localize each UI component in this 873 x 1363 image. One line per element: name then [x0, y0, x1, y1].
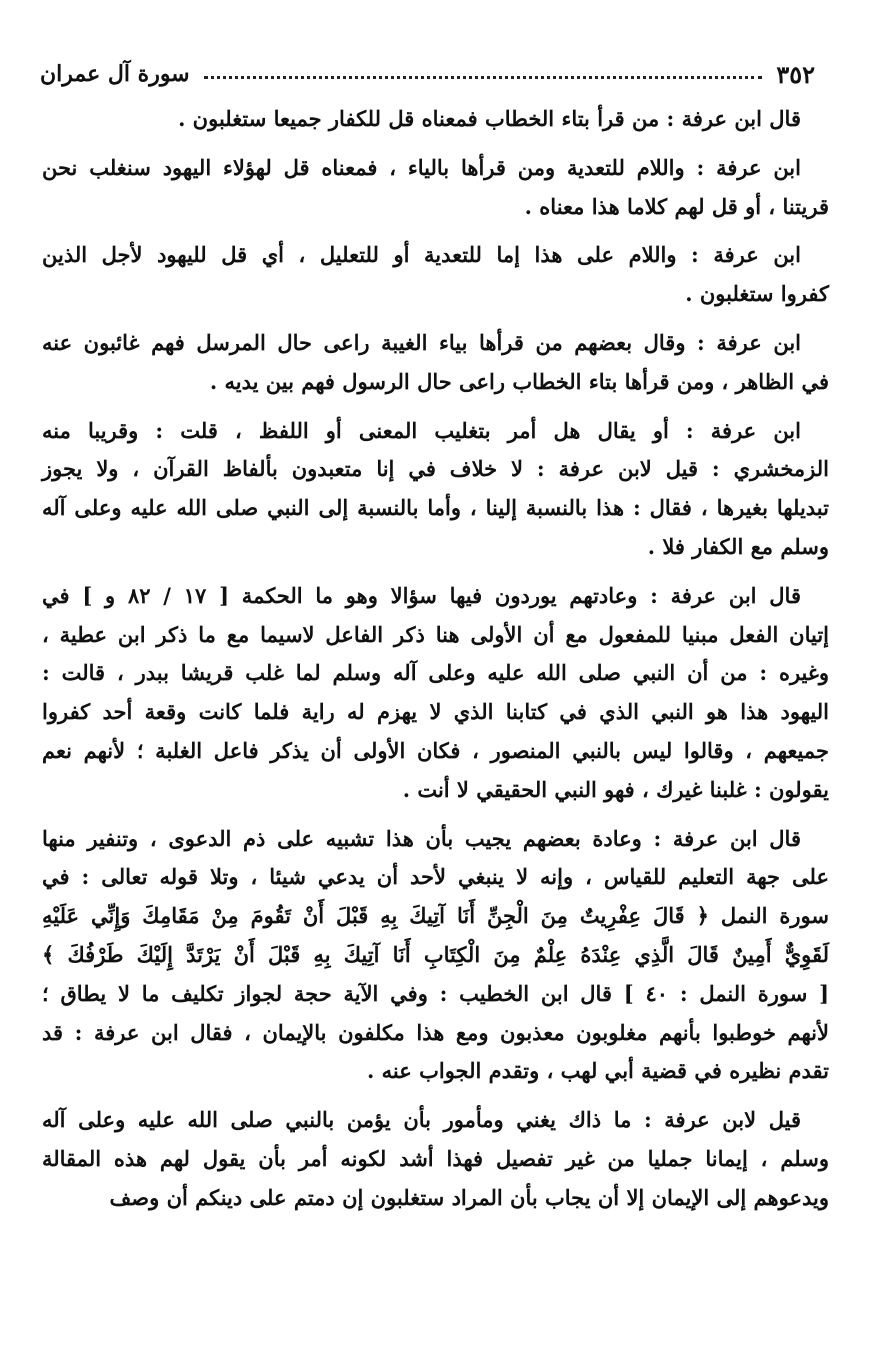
text-line: ابن عرفة : واللام للتعدية ومن قرأها بالياء ، فمعناه قل لهؤلاء اليهود سنغلب نحن: [42, 154, 801, 180]
text-line: جميعهم ، وقالوا ليس بالنبي المنصور ، فكان الأولى أن يذكر فاعل الغلبة ؛ لأنهم نعم: [42, 737, 829, 763]
text-line: لَقَوِيٌّ أَمِينٌ قَالَ الَّذِي عِنْدَهُ عِلْمٌ مِنَ الْكِتَابِ أَنَا آتِيكَ بِهِ قَبْلَ أَنْ يَرْتَدَّ إِلَيْكَ طَرْفُكَ ﴾: [42, 941, 829, 967]
running-title: سورة آل عمران: [40, 61, 190, 87]
page-body: [42, 100, 829, 1228]
paragraph: [42, 324, 829, 402]
text-line: يقولون : غلبنا غيرك ، فهو النبي الحقيقي لا أنت .: [402, 776, 829, 802]
text-line: اليهود هذا هو النبي الذي في كتابنا الذي لا يهزم له راية فلما كانت وقعة أحد كفروا: [42, 699, 829, 725]
text-line: كفروا ستغلبون .: [685, 281, 829, 307]
paragraph: [42, 1101, 829, 1217]
text-line: الزمخشري : قيل لابن عرفة : لا خلاف في إنا متعبدون بألفاظ القرآن ، ولا يجوز: [42, 456, 829, 482]
text-line: على جهة التعليم للقياس ، وإنه لا ينبغي لأحد أن يدعي شيئا ، وتلا قوله تعالى : في: [42, 864, 829, 890]
text-line: [ سورة النمل : ٤٠ ] قال ابن الخطيب : وفي الآية حجة لجواز تكليف ما لا يطاق ؛: [42, 980, 830, 1006]
text-line: لأنهم خوطبوا بأنهم مغلوبون معذبون ومع هذا مكلفون بالإيمان ، فقال ابن عرفة : قد: [42, 1019, 829, 1045]
paragraph: [42, 100, 829, 139]
text-line: قريتنا ، أو قل لهم كلاما هذا معناه .: [524, 193, 829, 219]
text-line: قال ابن عرفة : وعادة بعضهم يجيب بأن هذا تشبيه على ذم الدعوى ، وتنفير منها: [42, 825, 801, 851]
text-line: ابن عرفة : واللام على هذا إما للتعدية أو للتعليل ، أي قل لليهود لأجل الذين: [42, 242, 801, 268]
paragraph: [42, 820, 829, 1092]
text-line: إتيان الفعل مبنيا للمفعول مع أن الأولى هنا ذكر الفاعل لاسيما مع ما ذكر ابن عطية ،: [42, 621, 829, 647]
text-line: تقدم نظيره في قضية أبي لهب ، وتقدم الجواب عنه .: [367, 1058, 829, 1084]
text-line: ابن عرفة : وقال بعضهم من قرأها بياء الغيبة راعى حال المرسل فهم غائبون عنه: [42, 329, 801, 355]
text-line: تبديلها بغيرها ، فقال : هذا بالنسبة إلينا ، وأما بالنسبة إلى النبي صلى الله عليه وعلى آله: [42, 495, 829, 521]
text-line: قال ابن عرفة : من قرأ بتاء الخطاب فمعناه قل للكفار جميعا ستغلبون .: [178, 106, 801, 131]
text-line: ويدعوهم إلى الإيمان إلا أن يجاب بأن المراد ستغلبون إن دمتم على دينكم أن وصف: [109, 1184, 829, 1210]
text-line: قيل لابن عرفة : ما ذاك يغني ومأمور بأن يؤمن بالنبي صلى الله عليه وعلى آله: [42, 1107, 801, 1133]
paragraph: [42, 149, 829, 227]
paragraph: [42, 412, 829, 567]
text-line: سورة النمل ﴿ قَالَ عِفْرِيتٌ مِنَ الْجِنِّ أَنَا آتِيكَ بِهِ قَبْلَ أَنْ تَقُومَ مِنْ مَقَامِكَ وَإِنِّي عَلَيْهِ: [42, 903, 829, 929]
text-line: ابن عرفة : أو يقال هل أمر بتغليب المعنى أو اللفظ ، قلت : وقريبا منه: [42, 417, 801, 443]
text-line: وغيره : من أن النبي صلى الله عليه وعلى آله وسلم لما غلب قريشا ببدر ، قالت :: [42, 660, 829, 686]
header-dotted-rule: [204, 76, 763, 79]
page-header: [40, 54, 815, 94]
text-line: قال ابن عرفة : وعادتهم يوردون فيها سؤالا وهو ما الحكمة [ ١٧ / ٨٢ و ] في: [42, 582, 801, 608]
text-line: وسلم ، إيمانا جمليا من غير تفصيل فهذا أشد لكونه أمر بأن يقول لهم هذه المقالة: [42, 1145, 829, 1171]
text-line: وسلم مع الكفار فلا .: [647, 533, 829, 559]
paragraph: [42, 236, 829, 314]
paragraph: [42, 577, 829, 810]
text-line: في الظاهر ، ومن قرأها بتاء الخطاب راعى حال الرسول فهم بين يديه .: [209, 368, 829, 394]
page-number: ٣٥٢: [776, 59, 815, 89]
